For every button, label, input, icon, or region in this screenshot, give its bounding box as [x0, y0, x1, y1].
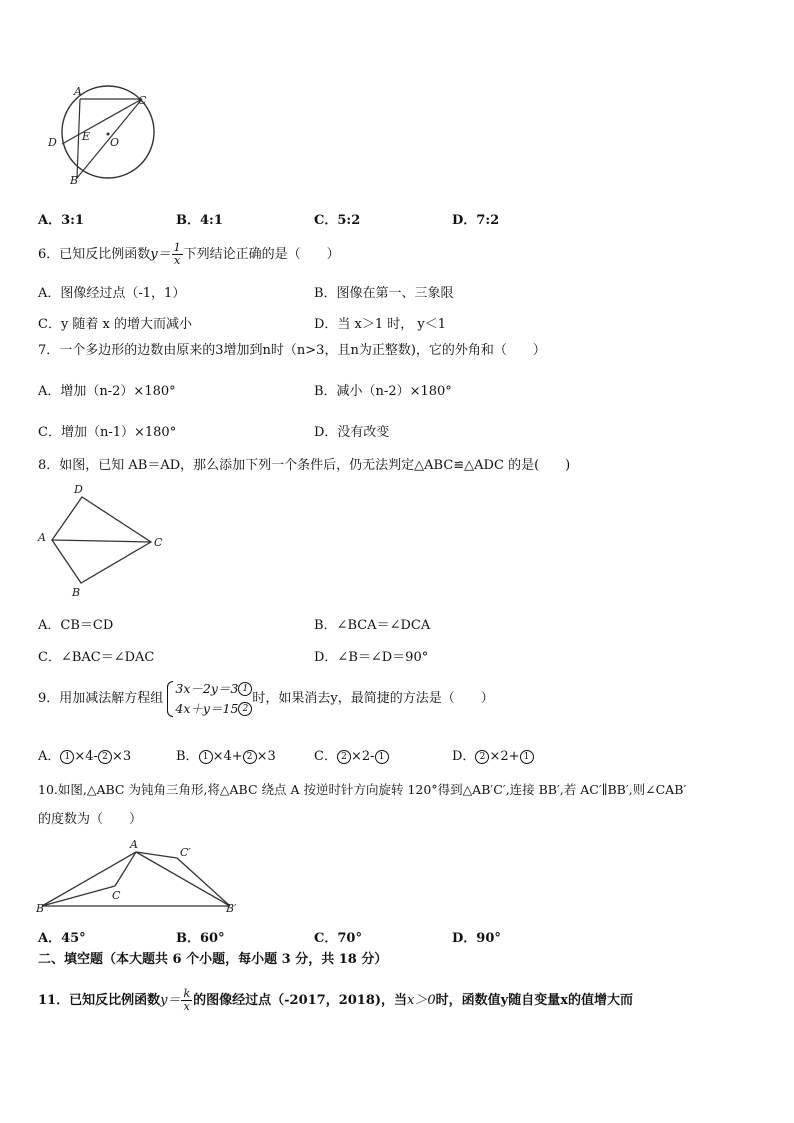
q6-fraction — [172, 242, 183, 267]
q10-option-d[interactable]: D．90° — [452, 931, 501, 946]
q9-option-a[interactable] — [38, 745, 131, 764]
option-letter: B． — [176, 749, 199, 764]
equation-1-text: 3x－2y＝3 — [175, 680, 239, 696]
q5-option-a[interactable]: A．3:1 — [38, 213, 84, 228]
question-10-line-1: 10.如图,△ABC 为钝角三角形,将△ABC 绕点 A 按逆时针方向旋转 120°得到△AB′C′,连接 BB′,若 AC′∥BB′,则∠CAB′ — [38, 782, 687, 797]
label-b: B — [36, 902, 45, 915]
q7-option-b[interactable]: B．减小（n-2）×180° — [314, 384, 452, 399]
q11-function-lhs: y＝ — [160, 993, 181, 1008]
q10-option-a[interactable]: A．45° — [38, 931, 86, 946]
chord-dc — [62, 99, 142, 144]
q7-option-a[interactable]: A．增加（n-2）×180° — [38, 384, 176, 399]
q7-option-c[interactable]: C．增加（n-1）×180° — [38, 425, 177, 440]
option-operator: ×2+ — [489, 749, 520, 764]
diagonal-ac — [52, 540, 151, 542]
label-d: D — [74, 483, 83, 496]
q6-function-lhs: y＝ — [150, 247, 171, 262]
q6-prefix: 6．已知反比例函数 — [38, 247, 151, 262]
question-11 — [38, 988, 633, 1013]
option-operator: ×4+ — [212, 749, 243, 764]
q5-option-b[interactable]: B．4:1 — [176, 213, 223, 228]
option-tail: ×3 — [256, 749, 276, 764]
label-b: B — [70, 174, 79, 187]
q6-option-c[interactable]: C．y 随着 x 的增大而减小 — [38, 317, 193, 332]
q11-suffix: 时，函数值y随自变量x的值增大而 — [435, 993, 633, 1008]
q9-option-b[interactable] — [176, 745, 276, 764]
label-c-prime: C′ — [180, 846, 191, 859]
q9-option-d[interactable] — [452, 745, 534, 764]
equation-2-text: 4x＋y＝15 — [175, 700, 239, 716]
question-7: 7．一个多边形的边数由原来的3增加到n时（n>3，且n为正整数)，它的外角和（ ） — [38, 343, 546, 358]
label-b-prime: B′ — [226, 902, 237, 915]
circled-2: 2 — [238, 702, 252, 716]
circled-number: 2 — [475, 750, 489, 764]
equation-1 — [175, 679, 252, 699]
q8-option-d[interactable]: D．∠B＝∠D＝90° — [314, 650, 429, 665]
q6-suffix: 下列结论正确的是（ ） — [183, 247, 340, 262]
label-a: A — [38, 531, 46, 544]
option-letter: D． — [452, 749, 476, 764]
q11-fraction — [181, 988, 192, 1013]
q6-numerator: 1 — [173, 241, 181, 254]
equation-2 — [175, 699, 252, 719]
q6-option-b[interactable]: B．图像在第一、三象限 — [314, 286, 454, 301]
q9-suffix: 时，如果消去y，最简捷的方法是（ ） — [252, 691, 494, 706]
q5-option-d[interactable]: D．7:2 — [452, 213, 500, 228]
label-e: E — [82, 130, 91, 143]
label-c: C — [154, 536, 163, 549]
q11-numerator: k — [183, 987, 191, 1000]
option-operator: ×2- — [350, 749, 375, 764]
q11-prefix: 11．已知反比例函数 — [38, 993, 161, 1008]
option-operator: ×4- — [74, 749, 98, 764]
label-c: C — [138, 94, 147, 107]
segment-ab — [42, 852, 136, 906]
segment-c2b2 — [177, 858, 230, 906]
q6-denominator: x — [174, 254, 181, 267]
q9-option-c[interactable] — [314, 745, 389, 764]
label-b: B — [72, 586, 81, 599]
q7-option-d[interactable]: D．没有改变 — [314, 425, 390, 440]
label-o: O — [110, 136, 120, 149]
q10-option-b[interactable]: B．60° — [176, 931, 225, 946]
question-6 — [38, 242, 340, 267]
question-9 — [38, 677, 494, 721]
segment-ab2 — [136, 852, 230, 906]
circled-number: 2 — [98, 750, 112, 764]
circled-number: 1 — [60, 750, 74, 764]
option-letter: C． — [314, 749, 337, 764]
label-c: C — [112, 889, 121, 902]
q11-middle: 的图像经过点（-2017，2018)，当 — [193, 993, 408, 1008]
question-8: 8．如图，已知 AB＝AD，那么添加下列一个条件后，仍无法判定△ABC≌△ADC 的是( ) — [38, 458, 571, 473]
option-tail: ×3 — [111, 749, 132, 764]
circled-1: 1 — [238, 682, 252, 696]
q10-option-c[interactable]: C．70° — [314, 931, 362, 946]
q6-option-d[interactable]: D．当 x＞1 时， y＜1 — [314, 317, 447, 332]
circled-number: 2 — [337, 750, 351, 764]
kite-figure — [34, 480, 174, 600]
section-2-title: 二、填空题（本大题共 6 个小题，每小题 3 分，共 18 分） — [38, 952, 388, 967]
q11-denominator: x — [183, 1000, 190, 1013]
segment-bc — [42, 886, 115, 906]
rotation-figure — [34, 836, 244, 918]
q8-option-b[interactable]: B．∠BCA＝∠DCA — [314, 618, 431, 633]
equation-system — [167, 679, 252, 719]
chord-ab — [77, 99, 80, 178]
label-d: D — [48, 136, 57, 149]
circled-number: 1 — [520, 750, 534, 764]
circled-number: 1 — [199, 750, 213, 764]
question-10-line-2: 的度数为（ ） — [38, 812, 143, 827]
q8-option-a[interactable]: A．CB＝CD — [38, 618, 114, 633]
option-letter: A． — [38, 749, 61, 764]
circled-number: 2 — [243, 750, 257, 764]
label-a: A — [74, 85, 82, 98]
q6-option-a[interactable]: A．图像经过点（-1，1） — [38, 286, 186, 301]
circle-figure — [40, 82, 170, 192]
q8-option-c[interactable]: C．∠BAC＝∠DAC — [38, 650, 155, 665]
q11-condition: x＞0 — [407, 993, 436, 1008]
circled-number: 1 — [375, 750, 389, 764]
label-a: A — [130, 838, 138, 851]
q5-option-c[interactable]: C．5:2 — [314, 213, 361, 228]
segment-ac — [115, 852, 136, 886]
q9-prefix: 9．用加减法解方程组 — [38, 691, 164, 706]
